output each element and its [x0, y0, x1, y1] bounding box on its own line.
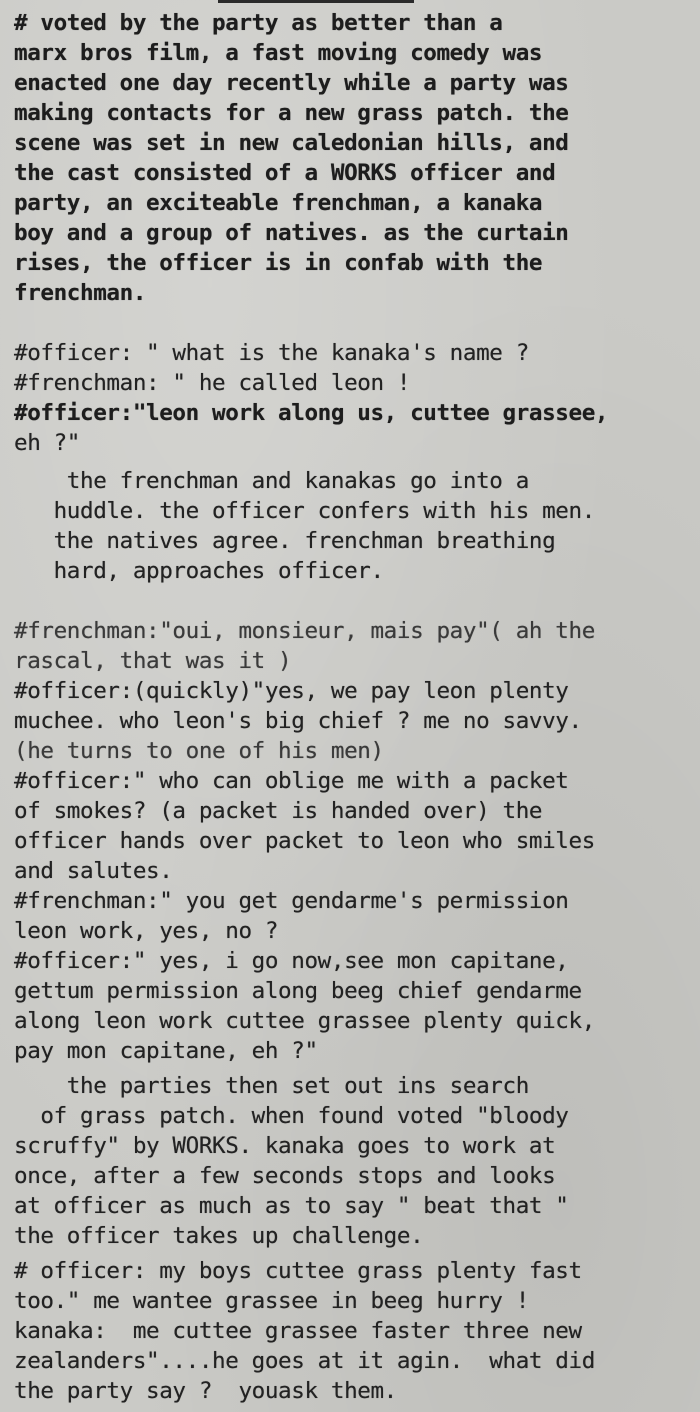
text-line-1: # voted by the party as better than a: [14, 10, 503, 36]
text-line-42: kanaka: me cuttee grassee faster three new: [14, 1318, 582, 1344]
text-line-27: and salutes.: [14, 858, 173, 884]
text-line-23: (he turns to one of his men): [14, 738, 384, 764]
text-line-44: the party say ? youask them.: [14, 1378, 397, 1404]
text-line-19: #frenchman:"oui, monsieur, mais pay"( ah the: [14, 618, 595, 644]
text-line-4: making contacts for a new grass patch. the: [14, 100, 569, 126]
text-line-39: the officer takes up challenge.: [14, 1223, 424, 1249]
text-line-30: #officer:" yes, i go now,see mon capitane,: [14, 948, 569, 974]
text-line-10: frenchman.: [14, 280, 147, 306]
text-line-9: rises, the officer is in confab with the: [14, 250, 543, 276]
top-rule: [218, 0, 414, 3]
text-line-25: of smokes? (a packet is handed over) the: [14, 798, 543, 824]
text-line-5: scene was set in new caledonian hills, and: [14, 130, 569, 156]
text-line-11: #officer: " what is the kanaka's name ?: [14, 340, 529, 366]
text-line-28: #frenchman:" you get gendarme's permission: [14, 888, 569, 914]
text-line-37: once, after a few seconds stops and looks: [14, 1163, 556, 1189]
text-line-6: the cast consisted of a WORKS officer and: [14, 160, 556, 186]
text-line-41: too." me wantee grassee in beeg hurry !: [14, 1288, 529, 1314]
text-line-20: rascal, that was it ): [14, 648, 292, 674]
text-line-33: pay mon capitane, eh ?": [14, 1038, 318, 1064]
text-line-31: gettum permission along beeg chief gendarme: [14, 978, 582, 1004]
text-line-24: #officer:" who can oblige me with a packet: [14, 768, 569, 794]
text-line-34: the parties then set out ins search: [14, 1073, 529, 1099]
text-line-15: the frenchman and kanakas go into a: [14, 468, 529, 494]
text-line-2: marx bros film, a fast moving comedy was: [14, 40, 543, 66]
text-line-14: eh ?": [14, 430, 81, 456]
text-line-38: at officer as much as to say " beat that ": [14, 1193, 569, 1219]
text-line-17: the natives agree. frenchman breathing: [14, 528, 556, 554]
text-line-29: leon work, yes, no ?: [14, 918, 279, 944]
text-line-18: hard, approaches officer.: [14, 558, 384, 584]
text-line-26: officer hands over packet to leon who smiles: [14, 828, 595, 854]
text-line-35: of grass patch. when found voted "bloody: [14, 1103, 569, 1129]
text-line-7: party, an exciteable frenchman, a kanaka: [14, 190, 543, 216]
text-line-40: # officer: my boys cuttee grass plenty fast: [14, 1258, 582, 1284]
text-line-3: enacted one day recently while a party was: [14, 70, 569, 96]
text-line-16: huddle. the officer confers with his men.: [14, 498, 595, 524]
text-line-32: along leon work cuttee grassee plenty quick,: [14, 1008, 595, 1034]
text-line-8: boy and a group of natives. as the curtain: [14, 220, 569, 246]
text-line-43: zealanders"....he goes at it agin. what did: [14, 1348, 595, 1374]
text-line-36: scruffy" by WORKS. kanaka goes to work at: [14, 1133, 556, 1159]
text-line-12: #frenchman: " he called leon !: [14, 370, 411, 396]
text-line-13: #officer:"leon work along us, cuttee grassee,: [14, 400, 609, 426]
text-line-22: muchee. who leon's big chief ? me no savvy.: [14, 708, 582, 734]
text-line-21: #officer:(quickly)"yes, we pay leon plenty: [14, 678, 569, 704]
